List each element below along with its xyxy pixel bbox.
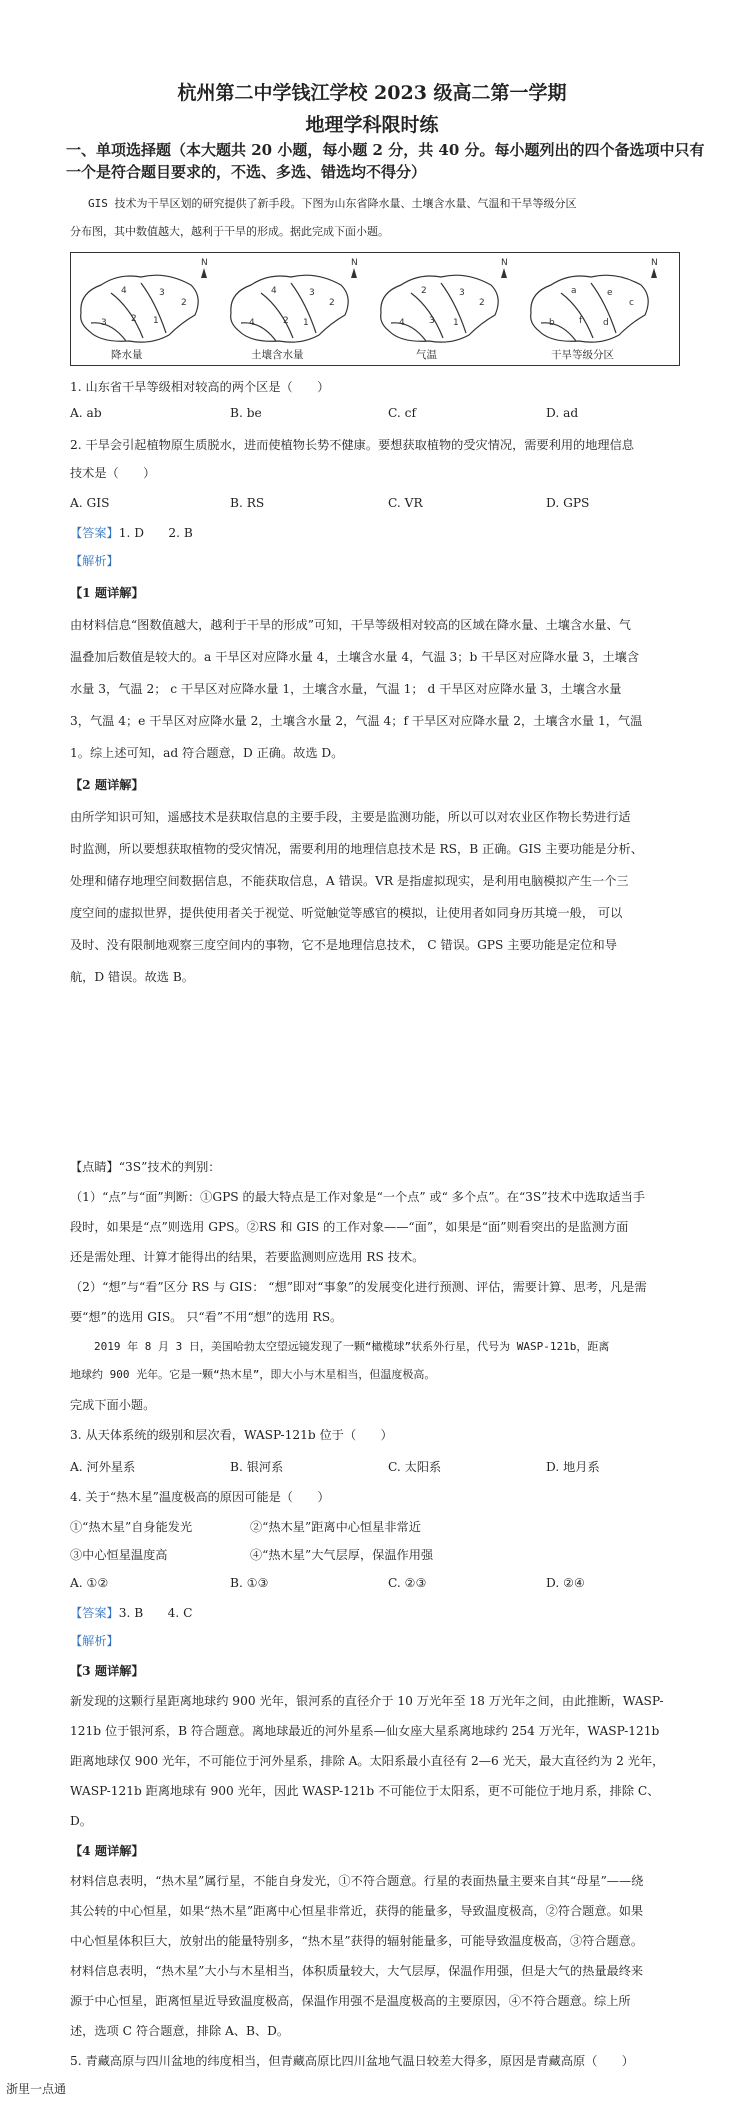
answer-text: 3. B 4. C	[118, 1606, 193, 1620]
q4-detail-line: 材料信息表明，“热木星”属行星，不能自身发光，①不符合题意。行星的表面热量主要来自其“母星”——绕	[70, 1874, 644, 1888]
q1-stem: 1. 山东省干旱等级相对较高的两个区是（ ）	[70, 380, 330, 394]
svg-text:1: 1	[153, 316, 159, 326]
q1-detail-line: 水量 3，气温 2； c 干旱区对应降水量 1，土壤含水量，气温 1； d 干旱区对应降水量 3，土壤含水量	[70, 682, 622, 696]
q4-stem: 4. 关于“热木星”温度极高的原因可能是（ ）	[70, 1490, 330, 1504]
q3-option-a[interactable]: A. 河外星系	[70, 1460, 136, 1474]
map-caption-precipitation: 降水量	[111, 349, 143, 361]
q1-option-d[interactable]: D. ad	[546, 406, 579, 420]
svg-text:3: 3	[101, 318, 107, 328]
shandong-maps-figure	[70, 252, 680, 366]
svg-text:2: 2	[283, 316, 289, 326]
q4-option-a[interactable]: A. ①②	[70, 1576, 109, 1590]
q2-option-d[interactable]: D. GPS	[546, 496, 590, 510]
intro2-line1: 2019 年 8 月 3 日，美国哈勃太空望远镜发现了一颗“橄榄球”状系外行星，代号为 WASP-121b，距离	[94, 1340, 610, 1353]
q4-item-4: ④“热木星”大气层厚，保温作用强	[250, 1548, 434, 1562]
map-caption-soil-moisture: 土壤含水量	[251, 349, 304, 361]
answer-label: 【答案】	[70, 526, 119, 540]
q5-stem: 5. 青藏高原与四川盆地的纬度相当，但青藏高原比四川盆地气温日较差大得多，原因是青藏高原（ ）	[70, 2054, 634, 2068]
map-temperature	[381, 275, 499, 342]
intro1-line1: GIS 技术为干旱区划的研究提供了新手段。下图为山东省降水量、土壤含水量、气温和干旱等级分区	[88, 197, 577, 210]
q2-detail-heading: 【2 题详解】	[70, 778, 144, 792]
tip-line: （1）“点”与“面”判断：①GPS 的最大特点是工作对象是“一个点” 或“ 多个点”。在“3S”技术中选取适当手	[70, 1190, 646, 1204]
svg-text:2: 2	[421, 286, 427, 296]
svg-text:2: 2	[329, 298, 335, 308]
q1-detail-heading: 【1 题详解】	[70, 586, 144, 600]
tip-line: 还是需处理、计算才能得出的结果，若要监测则应选用 RS 技术。	[70, 1250, 425, 1264]
q3-detail-line: 新发现的这颗行星距离地球约 900 光年，银河系的直径介于 10 万光年至 18 万光年之间，由此推断，WASP-	[70, 1694, 664, 1708]
tip-line: （2）“想”与“看”区分 RS 与 GIS： “想”即对“事象”的发展变化进行预测、评估，需要计算、思考，凡是需	[70, 1280, 647, 1294]
north-label-4: N	[651, 258, 658, 268]
svg-text:b: b	[549, 318, 555, 328]
q1-detail-line: 1。综上述可知，ad 符合题意，D 正确。故选 D。	[70, 746, 344, 760]
q4-item-3: ③中心恒星温度高	[70, 1548, 168, 1562]
q3-option-c[interactable]: C. 太阳系	[388, 1460, 442, 1474]
q4-item-1: ①“热木星”自身能发光	[70, 1520, 193, 1534]
svg-text:1: 1	[303, 318, 309, 328]
north-label-3: N	[501, 258, 508, 268]
q2-option-b[interactable]: B. RS	[230, 496, 265, 510]
q3-option-d[interactable]: D. 地月系	[546, 1460, 600, 1474]
svg-text:f: f	[579, 316, 583, 326]
svg-text:1: 1	[453, 318, 459, 328]
section-heading-line1: 一、单项选择题（本大题共 20 小题，每小题 2 分，共 40 分。每小题列出的四个备选项中只有	[66, 141, 705, 159]
q3-detail-line: D。	[70, 1814, 92, 1828]
svg-text:e: e	[607, 288, 613, 298]
section-heading-line2: 一个是符合题目要求的，不选、多选、错选均不得分）	[66, 163, 427, 181]
footer-watermark: 浙里一点通	[6, 2082, 67, 2096]
map-soil-moisture	[231, 275, 349, 342]
document-subtitle: 地理学科限时练	[305, 114, 439, 136]
q1-detail-line: 温叠加后数值是较大的。a 干旱区对应降水量 4，土壤含水量 4，气温 3；b 干旱区对应降水量 3，土壤含	[70, 650, 640, 664]
north-label-2: N	[351, 258, 358, 268]
q4-option-d[interactable]: D. ②④	[546, 1576, 585, 1590]
q4-detail-line: 述，选项 C 符合题意，排除 A、B、D。	[70, 2024, 290, 2038]
svg-text:3: 3	[429, 316, 435, 326]
q1-option-c[interactable]: C. cf	[388, 406, 416, 420]
q2-option-a[interactable]: A. GIS	[70, 496, 110, 510]
q2-detail-line: 处理和储存地理空间数据信息，不能获取信息，A 错误。VR 是指虚拟现实，是利用电脑模拟产生一个三	[70, 874, 629, 888]
q4-item-2: ②“热木星”距离中心恒星非常近	[250, 1520, 421, 1534]
q2-detail-line: 航，D 错误。故选 B。	[70, 970, 194, 984]
answer-3-4	[70, 1604, 680, 1622]
tip-line: 要“想”的选用 GIS。 只“看”不用“想”的选用 RS。	[70, 1310, 343, 1324]
q2-option-c[interactable]: C. VR	[388, 496, 423, 510]
q3-stem: 3. 从天体系统的级别和层次看，WASP-121b 位于（ ）	[70, 1428, 393, 1442]
q4-option-c[interactable]: C. ②③	[388, 1576, 427, 1590]
q3-detail-line: WASP-121b 距离地球有 900 光年，因此 WASP-121b 不可能位于太阳系，更不可能位于地月系，排除 C、	[70, 1784, 660, 1798]
tip-heading: 【点睛】“3S”技术的判别：	[70, 1160, 221, 1174]
tip-line: 段时，如果是“点”则选用 GPS。②RS 和 GIS 的工作对象——“面”，如果是“面”则看突出的是监测方面	[70, 1220, 629, 1234]
q4-detail-line: 源于中心恒星，距离恒星近导致温度极高，保温作用强不是温度极高的主要原因，④不符合题意。综上所	[70, 1994, 631, 2008]
answer-text: 1. D 2. B	[118, 526, 193, 540]
svg-text:3: 3	[159, 288, 165, 298]
svg-text:4: 4	[399, 318, 405, 328]
analysis-label: 【解析】	[70, 1634, 119, 1648]
q4-detail-heading: 【4 题详解】	[70, 1844, 144, 1858]
q4-option-b[interactable]: B. ①③	[230, 1576, 269, 1590]
document-title: 杭州第二中学钱江学校 2023 级高二第一学期	[177, 82, 567, 104]
q1-detail-line: 由材料信息“图数值越大，越利于干旱的形成”可知，干旱等级相对较高的区域在降水量、土壤含水量、气	[70, 618, 631, 632]
analysis-label: 【解析】	[70, 554, 119, 568]
q1-option-a[interactable]: A. ab	[70, 406, 102, 420]
q4-detail-line: 中心恒星体积巨大，放射出的能量特别多，“热木星”获得的辐射能量多，可能导致温度极高，③符合题意。	[70, 1934, 644, 1948]
q2-stem-line1: 2. 干旱会引起植物原生质脱水，进而使植物长势不健康。要想获取植物的受灾情况，需要利用的地理信息	[70, 438, 634, 452]
q3-detail-line: 距离地球仅 900 光年，不可能位于河外星系，排除 A。太阳系最小直径有 2—6 光天，最大直径约为 2 光年，	[70, 1754, 665, 1768]
svg-text:2: 2	[131, 314, 137, 324]
north-label-1: N	[201, 258, 208, 268]
svg-text:2: 2	[479, 298, 485, 308]
intro1-line2: 分布图，其中数值越大，越利于干旱的形成。据此完成下面小题。	[70, 225, 389, 238]
answer-1-2	[70, 524, 680, 542]
answer-label: 【答案】	[70, 1606, 119, 1620]
q2-stem-line2: 技术是（ ）	[70, 466, 156, 480]
map-caption-temperature: 气温	[416, 349, 437, 361]
q2-detail-line: 由所学知识可知，遥感技术是获取信息的主要手段，主要是监测功能，所以可以对农业区作物长势进行适	[70, 810, 631, 824]
svg-text:3: 3	[309, 288, 315, 298]
svg-text:c: c	[629, 298, 634, 308]
map-caption-drought-zones: 干旱等级分区	[551, 349, 614, 361]
q2-detail-line: 时监测，所以要想获取植物的受灾情况，需要利用的地理信息技术是 RS，B 正确。GIS 主要功能是分析、	[70, 842, 643, 856]
q4-detail-line: 材料信息表明，“热木星”大小与木星相当，体积质量较大，大气层厚，保温作用强，但是大气的热量最终来	[70, 1964, 644, 1978]
svg-text:4: 4	[121, 286, 127, 296]
q4-detail-line: 其公转的中心恒星，如果“热木星”距离中心恒星非常近，获得的能量多，导致温度极高，②符合题意。如果	[70, 1904, 644, 1918]
svg-text:d: d	[603, 318, 609, 328]
svg-text:3: 3	[459, 288, 465, 298]
q1-detail-line: 3，气温 4；e 干旱区对应降水量 2，土壤含水量 2，气温 4；f 干旱区对应降水量 2，土壤含水量 1，气温	[70, 714, 643, 728]
svg-text:a: a	[571, 286, 577, 296]
q3-detail-line: 121b 位于银河系，B 符合题意。离地球最近的河外星系—仙女座大星系离地球约 254 万光年，WASP-121b	[70, 1724, 660, 1738]
svg-text:4: 4	[249, 318, 255, 328]
intro2-line3: 完成下面小题。	[70, 1398, 156, 1412]
q1-option-b[interactable]: B. be	[230, 406, 262, 420]
q2-detail-line: 及时、没有限制地观察三度空间内的事物，它不是地理信息技术， C 错误。GPS 主要功能是定位和导	[70, 938, 617, 952]
map-drought-zones	[531, 275, 649, 342]
svg-text:2: 2	[181, 298, 187, 308]
intro2-line2: 地球约 900 光年。它是一颗“热木星”，即大小与木星相当，但温度极高。	[70, 1368, 436, 1381]
svg-text:4: 4	[271, 286, 277, 296]
q3-detail-heading: 【3 题详解】	[70, 1664, 144, 1678]
map-precipitation	[81, 275, 199, 342]
q2-detail-line: 度空间的虚拟世界，提供使用者关于视觉、听觉触觉等感官的模拟，让使用者如同身历其境一般， 可以	[70, 906, 623, 920]
q3-option-b[interactable]: B. 银河系	[230, 1460, 284, 1474]
